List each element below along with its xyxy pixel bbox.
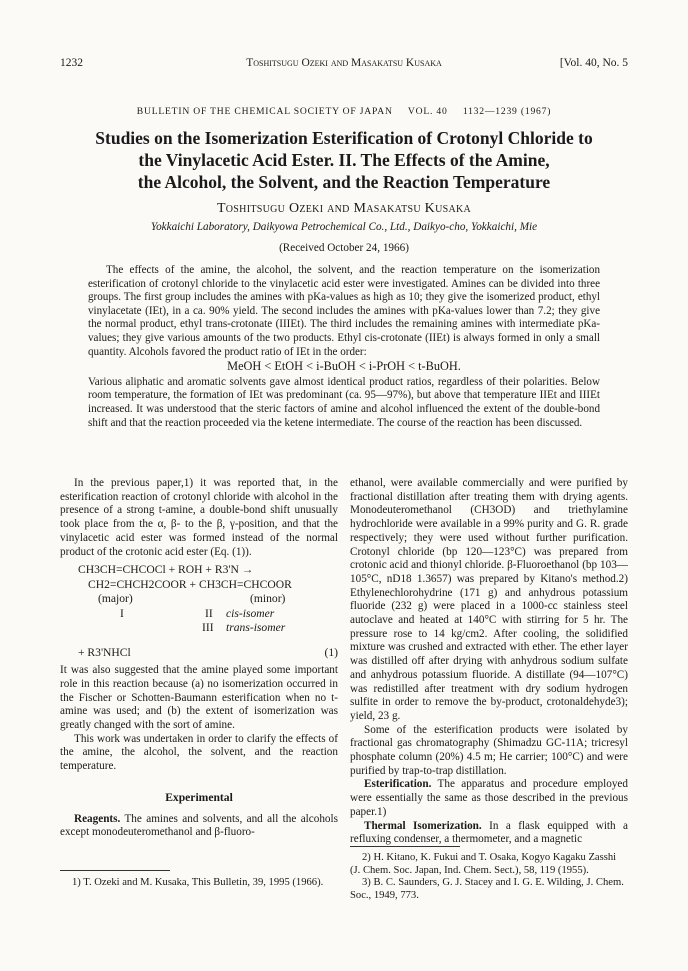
- footnotes-right: [350, 852, 628, 902]
- footnotes-left: [60, 877, 338, 890]
- equation-major-label: (major): [98, 592, 133, 606]
- equation-1: [60, 563, 338, 660]
- title-line-1: Studies on the Isomerization Esterification of Crotonyl Chloride to: [95, 128, 593, 148]
- reagents-paragraph: [60, 813, 338, 840]
- thermal-isomerization-text: In a flask equipped with a refluxing condenser, a thermometer, and a magnetic: [350, 819, 628, 846]
- footnote-1: 1) T. Ozeki and M. Kusaka, This Bulletin, 39, 1995 (1966).: [72, 877, 324, 888]
- equation-number: (1): [324, 645, 338, 659]
- footnote-2: 2) H. Kitano, K. Fukui and T. Osaka, Kogyo Kagaku Zasshi (J. Chem. Soc. Japan, Ind. Chem. Sect.), 58, 119 (1955).: [350, 852, 617, 876]
- equation-product-III: III: [202, 621, 214, 635]
- left-column: [60, 477, 338, 840]
- title-line-3: the Alcohol, the Solvent, and the Reaction Temperature: [137, 172, 551, 192]
- footnote-3: 3) B. C. Saunders, G. J. Stacey and I. G. E. Wilding, J. Chem. Soc., 1949, 773.: [350, 877, 624, 901]
- equation-minor-label: (minor): [250, 592, 286, 606]
- section-heading-experimental: Experimental: [165, 790, 233, 804]
- running-head: [60, 57, 628, 71]
- esterification-text: The apparatus and procedure employed were essentially the same as those described in the previous paper.1): [350, 778, 628, 818]
- abstract: [88, 264, 600, 430]
- running-head-volume: [Vol. 40, No. 5: [559, 57, 628, 69]
- title-line-2: the Vinylacetic Acid Ester. II. The Effects of the Amine,: [138, 150, 550, 170]
- affiliation: Yokkaichi Laboratory, Daikyowa Petrochemical Co., Ltd., Daikyo-cho, Yokkaichi, Mie: [150, 221, 538, 233]
- equation-line-2: CH2=CHCH2COOR + CH3CH=CHCOOR: [88, 577, 292, 591]
- journal-name: BULLETIN OF THE CHEMICAL SOCIETY OF JAPAN: [136, 106, 393, 117]
- received-date: (Received October 24, 1966): [279, 242, 409, 254]
- gas-chromatography-paragraph: Some of the esterification products were isolated by fractional gas chromatography (Shimadzu GC-11A; tricresyl phosphate column (20%) 4.5 m; He carrier; 100°C) and were purified by trap-to-trap distillation.: [350, 723, 628, 777]
- thermal-isomerization-heading: Thermal Isomerization.: [364, 819, 482, 832]
- equation-product-II-label: cis-isomer: [226, 606, 275, 620]
- footnote-rule-right: [350, 846, 460, 847]
- reagents-continued: ethanol, were available commercially and were purified by fractional distillation after treating them with drying agents. Monodeuteromethanol (CH3OD) and triethylamine hydrochloride were available in a 99% purity and G. R. grade respectively; they were used without further purification. Crotonyl chloride (bp 120—123°C) was prepared from crotonic acid and thionyl chloride. β-Fluoroethanol (bp 103—105°C, nD18 1.3657) was prepared by Kitano's method.2) Ethylenechlorohydrine (171 g) and anhydrous potassium fluoride (232 g) were placed in a 1000-cc stainless steel autoclave and heated at 140°C with stirring for 5 hr. The pressure rose to 14 kg/cm2. After cooling, the solidified mixture was crushed and extracted with ether. The ether layer was distilled off after drying with anhydrous sodium sulfate and anhydrous potassium fluoride. A distillate (94—107°C) was redistilled after treatment with dry sodium hydrogen sulfite in order to remove the by-product, crotonaldehyde3); yield, 23 g.: [350, 477, 628, 722]
- journal-pages-year: 1132—1239 (1967): [462, 106, 552, 117]
- equation-product-II: II: [205, 606, 213, 620]
- thermal-isomerization-paragraph: [350, 820, 628, 847]
- equation-line-1: CH3CH=CHCOCl + ROH + R3'N →: [78, 563, 254, 577]
- author-list: Toshitsugu Ozeki and Masakatsu Kusaka: [216, 201, 472, 216]
- footnote-rule-left: [60, 870, 170, 871]
- paper-title: [40, 127, 648, 193]
- esterification-paragraph: [350, 778, 628, 819]
- page-number: 1232: [60, 57, 83, 69]
- abstract-paragraph-1: The effects of the amine, the alcohol, the solvent, and the reaction temperature on the isomerization esterification of crotonyl chloride to the vinylacetic acid ester were investigated. Amines can be divided into three groups. The first group includes the amines with pKa-values as high as 10; they give the isomerized product, ethyl vinylacetate (IEt), in a ca. 90% yield. The second includes the amines with pKa-values lower than 7.2; they give the normal product, ethyl trans-crotonate (IIIEt). The third includes the remaining amines with intermediate pKa-values; they give various amounts of the two products. Ethyl cis-crotonate (IIEt) is always formed in only a small quantity. Alcohols favored the product ratio of IEt in the order:: [88, 264, 600, 358]
- reagents-heading: Reagents.: [74, 812, 121, 825]
- intro-paragraph-1: In the previous paper,1) it was reported that, in the esterification reaction of crotonyl chloride with alcohol in the presence of a strong t-amine, a double-bond shift unusually took place from the α, β- to the β, γ-position, and that the vinylacetic acid ester was formed instead of the normal product of the crotonic acid ester (Eq. (1)).: [60, 477, 338, 558]
- esterification-heading: Esterification.: [364, 778, 432, 791]
- abstract-paragraph-2: Various aliphatic and aromatic solvents gave almost identical product ratios, regardless of their polarities. Below room temperature, the formation of IEt was predominant (ca. 95—97%), but above that temperature IIEt and IIIEt increased. It was understood that the steric factors of amine and alcohol influenced the extent of the double-bond shift and that the reaction proceeded via the ketene intermediate. The course of the reaction has been discussed.: [88, 375, 600, 429]
- equation-product-I: I: [120, 606, 124, 620]
- equation-product-III-label: trans-isomer: [226, 621, 286, 635]
- right-column: [350, 477, 628, 847]
- alcohol-order-equation: MeOH < EtOH < i-BuOH < i-PrOH < t-BuOH.: [227, 359, 461, 374]
- intro-paragraph-3: This work was undertaken in order to clarify the effects of the amine, the alcohol, the solvent, and the reaction temperature.: [60, 732, 338, 773]
- reagents-text: The amines and solvents, and all the alcohols except monodeuteromethanol and β-fluoro-: [60, 812, 338, 839]
- running-head-authors: Toshitsugu Ozeki and Masakatsu Kusaka: [246, 57, 442, 69]
- journal-line: [60, 106, 628, 117]
- equation-byproduct: + R3'NHCl: [78, 645, 131, 659]
- intro-paragraph-2: It was also suggested that the amine played some important role in this reaction because (a) no isomerization occurred in the Fischer or Schotten-Baumann esterification when no t-amine was used; and (b) the extent of isomerization was greatly changed with the sort of amine.: [60, 664, 338, 732]
- journal-volume: VOL. 40: [407, 106, 448, 117]
